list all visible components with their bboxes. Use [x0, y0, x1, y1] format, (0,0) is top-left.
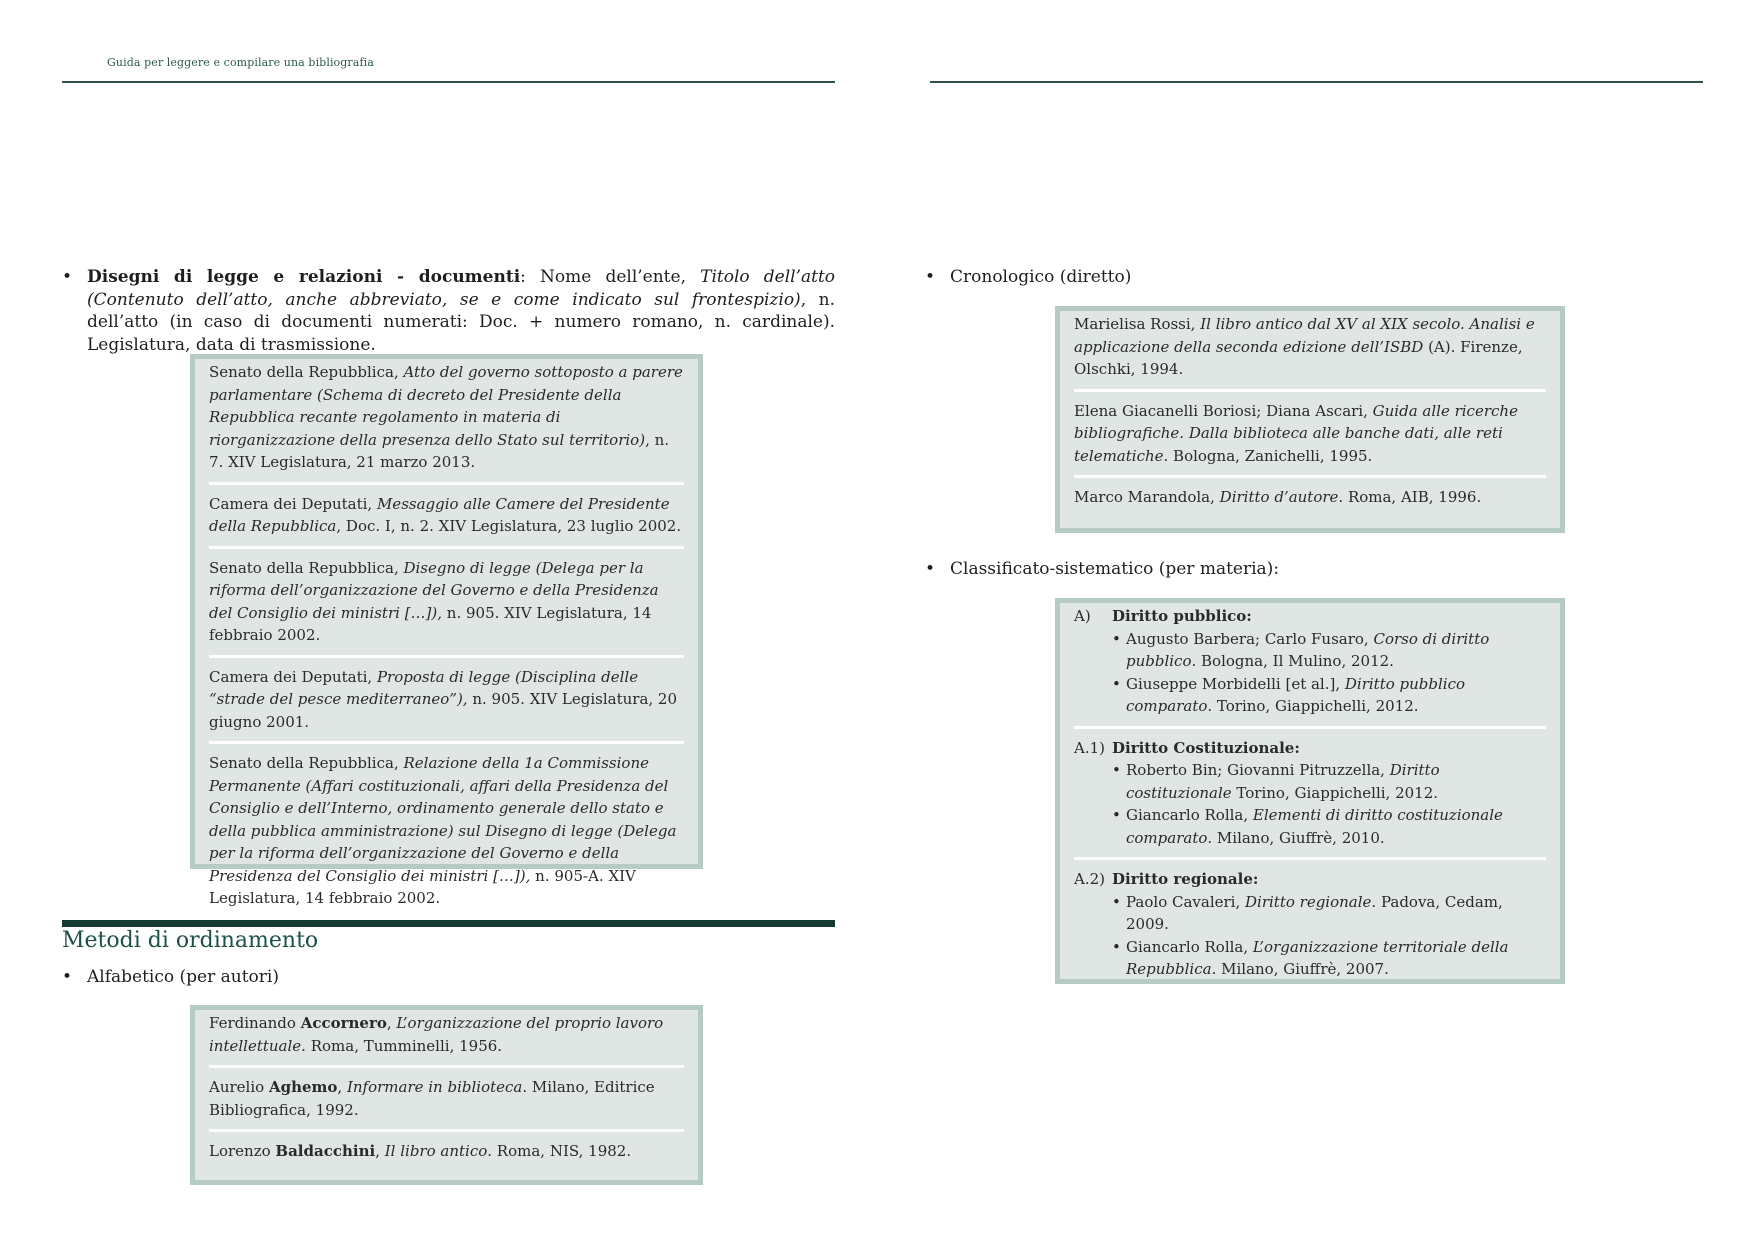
bullet-label: Disegni di legge e relazioni - documenti [87, 267, 521, 287]
list-item [209, 1010, 684, 1065]
entry-details: . Roma, NIS, 1982. [487, 1142, 632, 1160]
section-bar [62, 920, 835, 927]
entry-details: . Milano, Editrice Bibliografica, 1992. [209, 1078, 655, 1119]
entry-first-name: Aurelio [209, 1078, 269, 1096]
bullet-dot-icon: • [1112, 674, 1121, 693]
entry-first-name: Lorenzo [209, 1142, 276, 1160]
list-item [209, 1129, 684, 1171]
list-item [209, 1065, 684, 1129]
list-item [1074, 475, 1546, 517]
class-group [1074, 603, 1546, 726]
entry-sep: , [337, 1078, 347, 1096]
bullet-dot-icon: • [1112, 937, 1121, 956]
bullet-alfabetico [62, 966, 835, 989]
list-item [1074, 389, 1546, 476]
bullet-text-b: , n. dell’atto (in caso di documenti numerati: Doc. + numero romano, n. cardinale). Legislatura, data di trasmissione. [87, 289, 836, 355]
entry-title: L’organizzazione del proprio lavoro intellettuale [209, 1014, 664, 1055]
entry-details: n. 905. XIV Legislatura, 14 febbraio 2002. [209, 603, 652, 644]
entry-author: Roberto Bin; Giovanni Pitruzzella, [1126, 761, 1390, 779]
entry-author: Camera dei Deputati, [209, 667, 377, 686]
list-item [1074, 628, 1546, 673]
list-item [1074, 759, 1546, 804]
bullet-dot-icon: • [925, 267, 936, 287]
list-item [209, 741, 684, 918]
entry-title: Atto del governo sottoposto a parere parlamentare (Schema di decreto del Presidente della Repubblica recante regolamento in materia di riorganizzazione della presenza dello Stato sul territorio) [209, 363, 683, 449]
entry-title: Relazione della 1a Commissione Permanente (Affari costituzionali, affari della Presidenza del Consiglio e dell’Interno, ordinamento generale dello stato e della pubblica amministrazione) sul Disegno di legge (Delega per la riforma dell’organizzazione del Governo e della Presidenza del Consiglio dei ministri […]), [209, 754, 677, 885]
entry-details: . Torino, Giappichelli, 2012. [1207, 697, 1419, 715]
entry-title: Proposta di legge (Disciplina delle “strade del pesce mediterraneo”), [209, 667, 639, 708]
entry-author: Senato della Repubblica, [209, 754, 404, 772]
class-heading [1074, 737, 1546, 760]
list-item [1074, 936, 1546, 981]
bullet-text: Classificato-sistematico (per materia): [950, 559, 1280, 579]
entry-title: Diritto regionale [1245, 892, 1372, 911]
bullet-dot-icon: • [1112, 892, 1121, 911]
bullet-text [87, 266, 835, 356]
entry-sep: , [375, 1142, 385, 1160]
entry-details: . Roma, Tumminelli, 1956. [301, 1036, 503, 1055]
entry-title: Il libro antico dal XV al XIX secolo. Analisi e applicazione della seconda edizione dell’ISBD [1074, 315, 1535, 356]
header-rule-right [930, 81, 1703, 83]
list-item [1074, 804, 1546, 849]
list-item [209, 482, 684, 546]
entry-author: Paolo Cavaleri, [1126, 892, 1246, 911]
bullet-text: Cronologico (diretto) [950, 267, 1132, 287]
entry-title: Messaggio alle Camere del Presidente della Repubblica [209, 494, 670, 535]
example-box-legislative [190, 354, 703, 907]
class-heading [1074, 605, 1546, 628]
class-code: A.1) [1074, 738, 1105, 757]
section-title: Metodi di ordinamento [62, 928, 319, 953]
entry-details: . Milano, Giuffrè, 2007. [1211, 960, 1389, 978]
class-code: A.2) [1074, 870, 1105, 888]
list-item [209, 359, 684, 482]
entry-details: , Doc. I, n. 2. XIV Legislatura, 23 luglio 2002. [336, 517, 682, 535]
entry-author: Marielisa Rossi, [1074, 315, 1201, 333]
entry-last-name: Accornero [300, 1014, 387, 1032]
list-item [209, 655, 684, 742]
bullet-classificato [925, 558, 1698, 581]
entry-author: Camera dei Deputati, [209, 494, 377, 513]
entry-title: Diritto d’autore [1219, 488, 1339, 506]
entry-details: (A). Firenze, Olschki, 1994. [1074, 337, 1523, 378]
list-item [209, 546, 684, 655]
bullet-text: Alfabetico (per autori) [87, 967, 279, 987]
entry-author: Senato della Repubblica, [209, 363, 404, 381]
entry-title: Informare in biblioteca [346, 1078, 523, 1096]
entry-author: Giancarlo Rolla, [1126, 937, 1253, 956]
entry-title: Corso di diritto pubblico [1126, 629, 1490, 670]
bullet-dot-icon: • [1112, 761, 1121, 779]
example-box-alphabetic [190, 1005, 703, 1185]
entry-details: Torino, Giappichelli, 2012. [1231, 783, 1439, 802]
entry-author: Giuseppe Morbidelli [et al.], [1126, 674, 1345, 693]
bullet-dot-icon: • [62, 267, 73, 287]
class-code: A) [1074, 607, 1091, 625]
class-title: Diritto regionale: [1112, 870, 1259, 888]
entry-details: , n. 7. XIV Legislatura, 21 marzo 2013. [209, 430, 670, 471]
entry-title: Elementi di diritto costituzionale comparato [1126, 806, 1503, 847]
entry-author: Senato della Repubblica, [209, 558, 404, 577]
class-title: Diritto pubblico: [1112, 607, 1252, 625]
list-item [1074, 673, 1546, 718]
entry-title: Il libro antico [384, 1142, 488, 1160]
entry-title: L’organizzazione territoriale della Repubblica [1126, 937, 1509, 978]
bullet-dot-icon: • [925, 559, 936, 579]
class-group [1074, 726, 1546, 858]
bullet-italic: Titolo dell’atto (Contenuto dell’atto, anche abbreviato, se e come indicato sul frontespizio) [87, 267, 836, 310]
bullet-dot-icon: • [1112, 806, 1121, 824]
entry-author: Marco Marandola, [1074, 488, 1220, 506]
entry-title: Disegno di legge (Delega per la riforma dell’organizzazione del Governo e della Presidenza del Consiglio dei ministri […]), [209, 558, 659, 622]
entry-details: n. 905-A. XIV Legislatura, 14 febbraio 2002. [209, 866, 636, 907]
bullet-dot-icon: • [1112, 629, 1121, 648]
bullet-dot-icon: • [62, 967, 73, 987]
bullet-cronologico [925, 266, 1698, 289]
class-title: Diritto Costituzionale: [1112, 738, 1300, 757]
entry-last-name: Baldacchini [275, 1142, 376, 1160]
entry-details: . Bologna, Zanichelli, 1995. [1163, 446, 1373, 465]
list-item [1074, 311, 1546, 389]
class-heading [1074, 868, 1546, 891]
bullet-text-a: : Nome dell’ente, [520, 267, 701, 287]
entry-title: Guida alle ricerche bibliografiche. Dalla biblioteca alle banche dati, alle reti telematiche [1074, 401, 1518, 465]
entry-author: Giancarlo Rolla, [1126, 806, 1253, 824]
entry-sep: , [386, 1014, 397, 1032]
running-title: Guida per leggere e compilare una bibliografia [107, 56, 374, 69]
header-rule-left [62, 81, 835, 83]
list-item [1074, 891, 1546, 936]
entry-title: Diritto costituzionale [1126, 761, 1440, 802]
example-box-classified [1055, 598, 1565, 984]
bullet-disegni-di-legge [62, 266, 835, 356]
example-box-chronological [1055, 306, 1565, 533]
class-group [1074, 857, 1546, 989]
entry-details: . Roma, AIB, 1996. [1338, 488, 1482, 506]
entry-details: . Bologna, Il Mulino, 2012. [1191, 652, 1394, 670]
entry-details: . Padova, Cedam, 2009. [1126, 892, 1503, 933]
entry-last-name: Aghemo [268, 1078, 338, 1096]
entry-first-name: Ferdinando [209, 1014, 301, 1032]
entry-details: n. 905. XIV Legislatura, 20 giugno 2001. [209, 690, 678, 731]
entry-details: . Milano, Giuffrè, 2010. [1207, 828, 1385, 847]
entry-title: Diritto pubblico comparato [1126, 674, 1466, 715]
entry-author: Augusto Barbera; Carlo Fusaro, [1126, 629, 1374, 648]
entry-author: Elena Giacanelli Boriosi; Diana Ascari, [1074, 401, 1373, 420]
